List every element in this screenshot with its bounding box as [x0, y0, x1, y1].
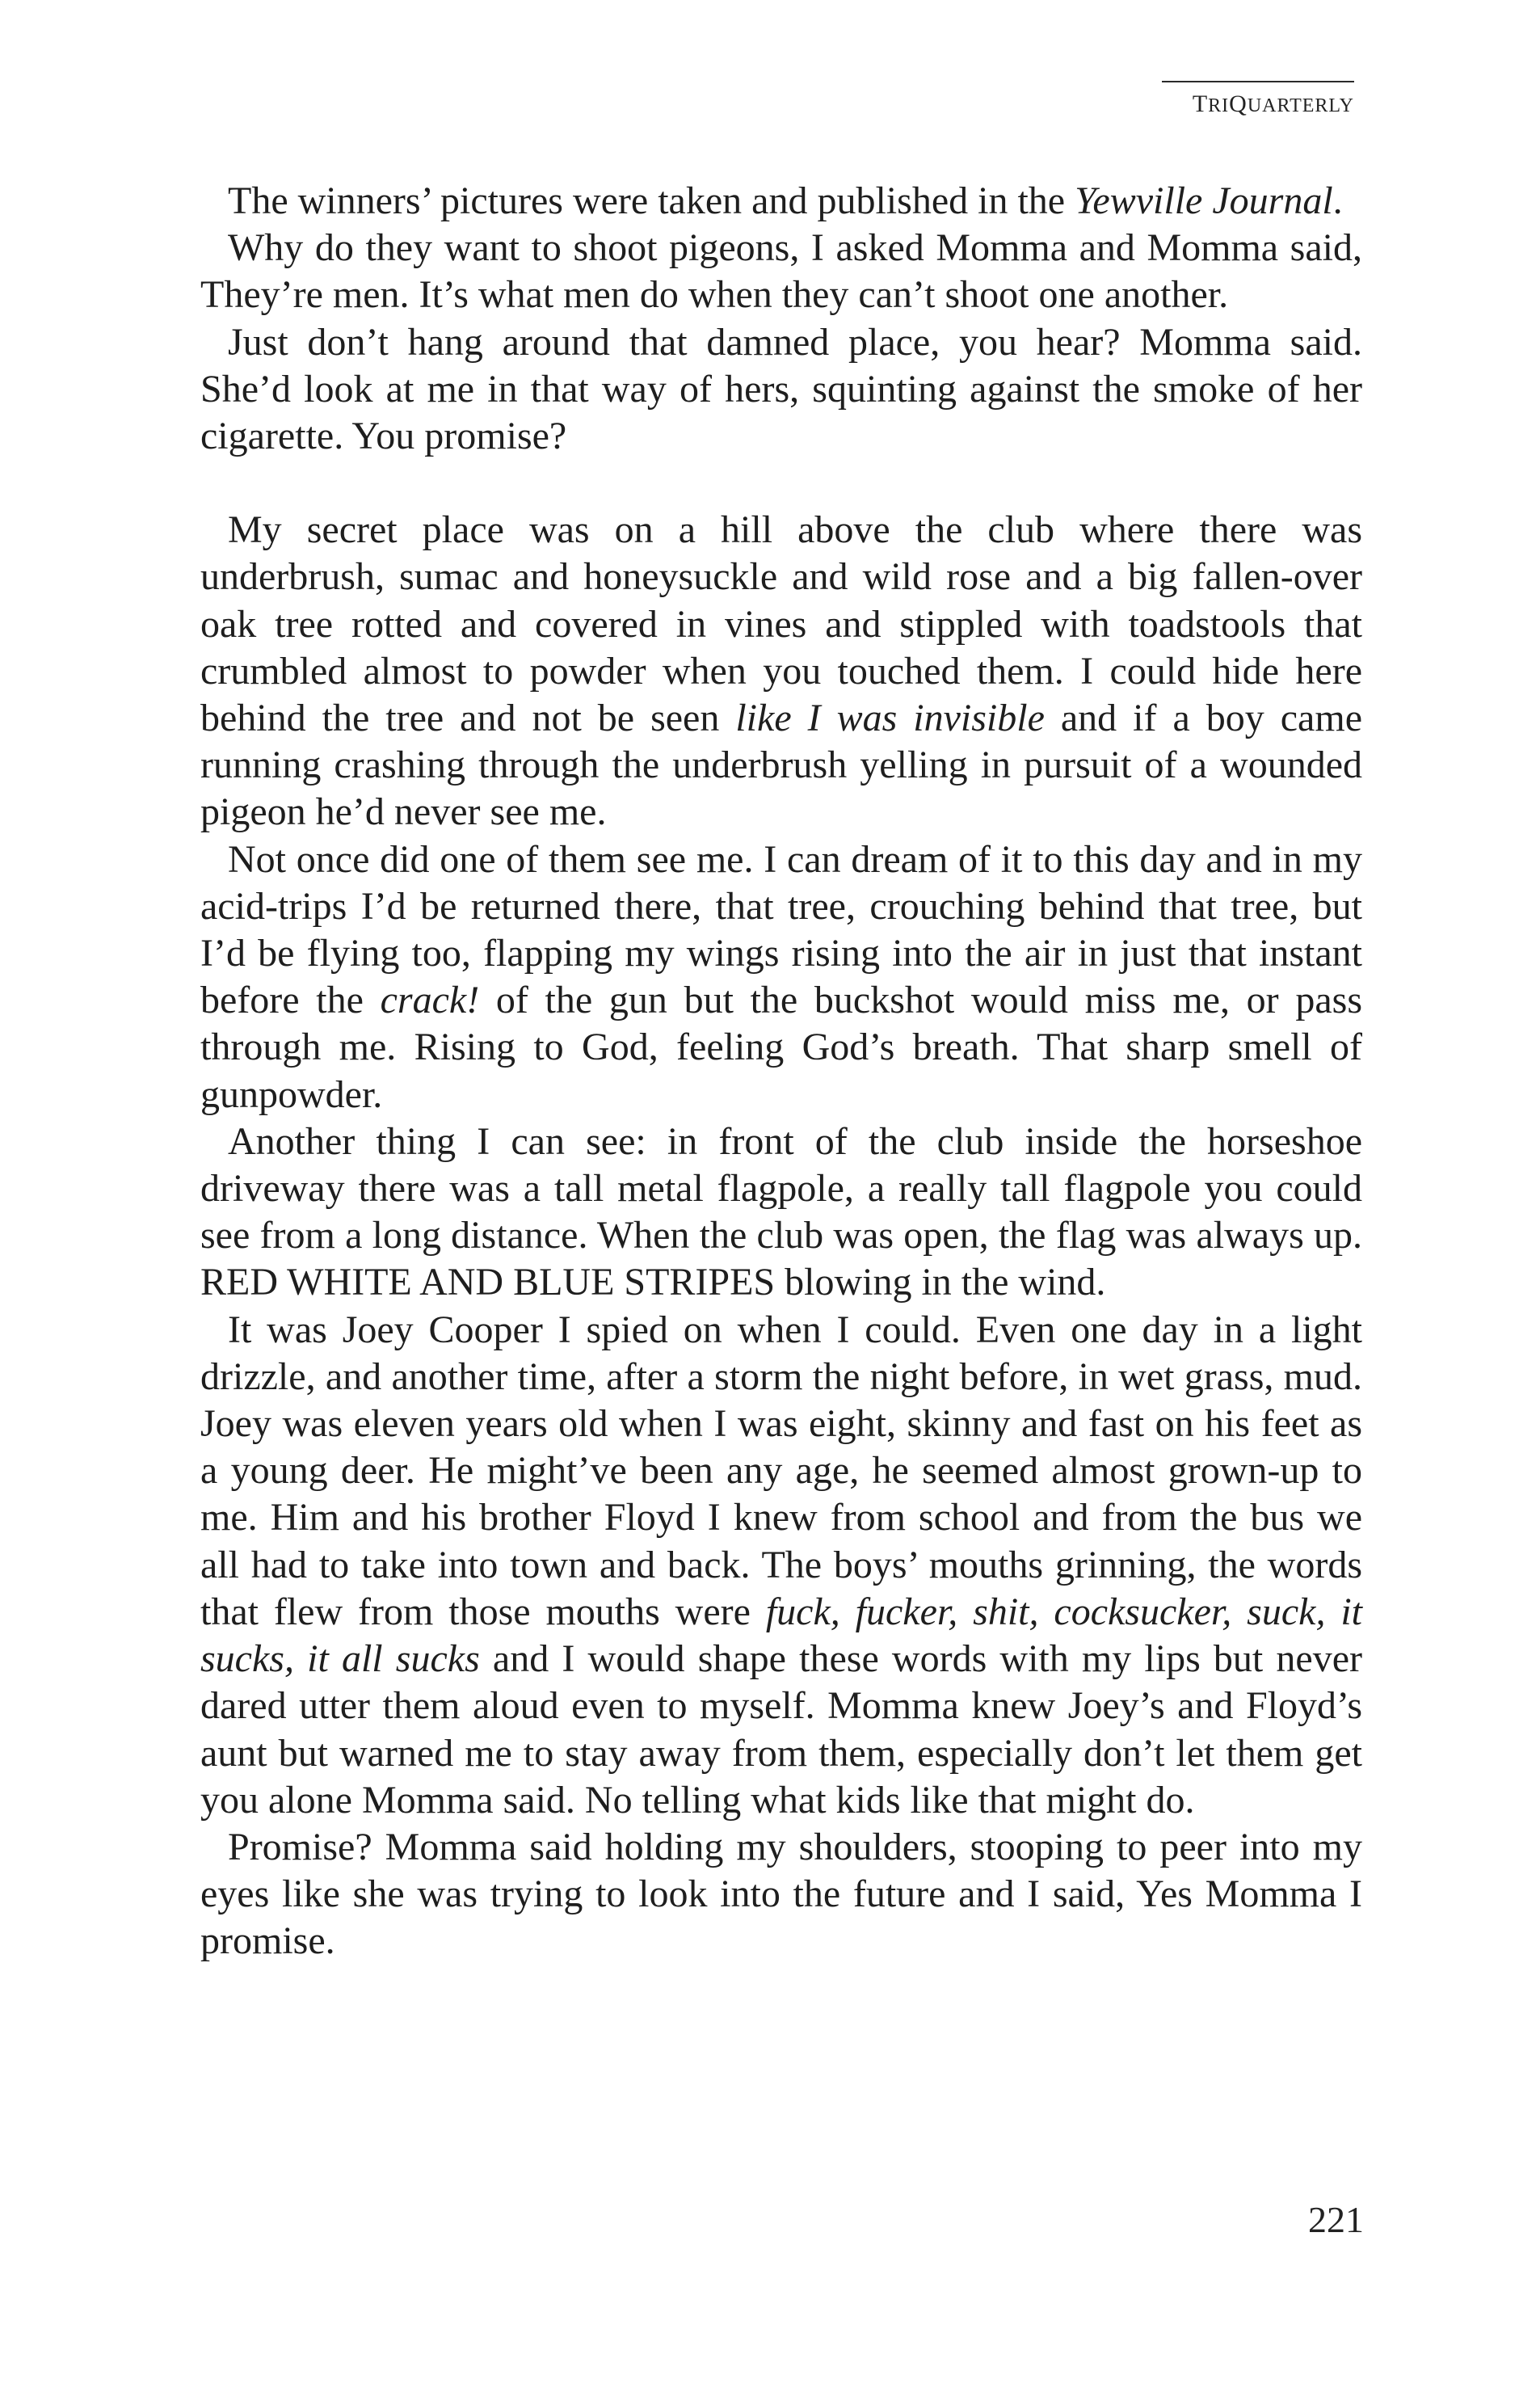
- running-head-initial-t: T: [1192, 91, 1209, 117]
- page-number: 221: [1308, 2199, 1364, 2240]
- body-text: [200, 178, 1362, 1965]
- paragraph: [200, 1824, 1362, 1965]
- text-run: of the gun but the buckshot would miss me, or pass through me. Rising to God, feeling God’s breath. That sharp smell of gunpowder.: [200, 979, 1363, 1116]
- text-run: The winners’ pictures were taken and published in the: [228, 179, 1075, 222]
- italic-run: Yewville Journal: [1075, 179, 1333, 222]
- paragraph: [200, 1118, 1362, 1307]
- paragraph: [200, 178, 1362, 225]
- text-run: Another thing I can see: in front of the club inside the horseshoe driveway there was a tall metal flagpole, a really tall flagpole you could see from a long distance. When the club was open, the flag was always up. RED WHITE AND BLUE STRIPES blowing in the wind.: [200, 1119, 1362, 1304]
- paragraph: [200, 225, 1362, 318]
- text-run: .: [1332, 179, 1343, 222]
- running-head-rest: UARTERLY: [1247, 95, 1354, 116]
- italic-run: like I was invisible: [735, 697, 1045, 740]
- italic-run: fuck, fucker, shit, cocksucker, suck, it sucks, it all sucks: [200, 1590, 1363, 1681]
- text-run: and if a boy came running crashing through the underbrush yelling in pursuit of a wounded pigeon he’d never see me.: [200, 697, 1362, 834]
- text-run: and I would shape these words with my lips but never dared utter them aloud even to myself. Momma knew Joey’s and Floyd’s aunt but warned me to stay away from them, especially don’t let them get you alone Momma said. No telling what kids like that might do.: [200, 1637, 1363, 1822]
- paragraph: [200, 319, 1362, 461]
- text-run: Just don’t hang around that damned place, you hear? Momma said. She’d look at me in that way of hers, squinting against the smoke of her cigarette. You promise?: [200, 320, 1362, 458]
- text-run: Why do they want to shoot pigeons, I asked Momma and Momma said, They’re men. It’s what men do when they can’t shoot one another.: [200, 226, 1362, 317]
- running-head-initial-q: Q: [1229, 91, 1248, 117]
- paragraph: [200, 836, 1362, 1118]
- paragraph: [200, 507, 1362, 836]
- text-run: My secret place was on a hill above the club where there was underbrush, sumac and honeysuckle and wild rose and a big fallen-over oak tree rotted and covered in vines and stippled with toadstools that crumbled almost to powder when you touched them. I could hide here behind the tree and not be seen: [200, 508, 1362, 740]
- running-head-ri: RI: [1208, 95, 1230, 116]
- running-head: [1162, 81, 1354, 118]
- text-run: Promise? Momma said holding my shoulders, stooping to peer into my eyes like she was trying to look into the future and I said, Yes Momma I promise.: [200, 1825, 1362, 1963]
- italic-run: crack!: [380, 979, 480, 1022]
- text-run: It was Joey Cooper I spied on when I could. Even one day in a light drizzle, and another time, after a storm the night before, in wet grass, mud. Joey was eleven years old when I was eight, skinny and fast on his feet as a young deer. He might’ve been any age, he seemed almost grown-up to me. Him and his brother Floyd I knew from school and from the bus we all had to take into town and back. The boys’ mouths grinning, the words that flew from those mouths were: [200, 1308, 1362, 1633]
- paragraph: [200, 1307, 1362, 1824]
- text-run: Not once did one of them see me. I can dream of it to this day and in my acid-trips I’d be returned there, that tree, crouching behind that tree, but I’d be flying too, flapping my wings rising into the air in just that instant before the: [200, 837, 1362, 1022]
